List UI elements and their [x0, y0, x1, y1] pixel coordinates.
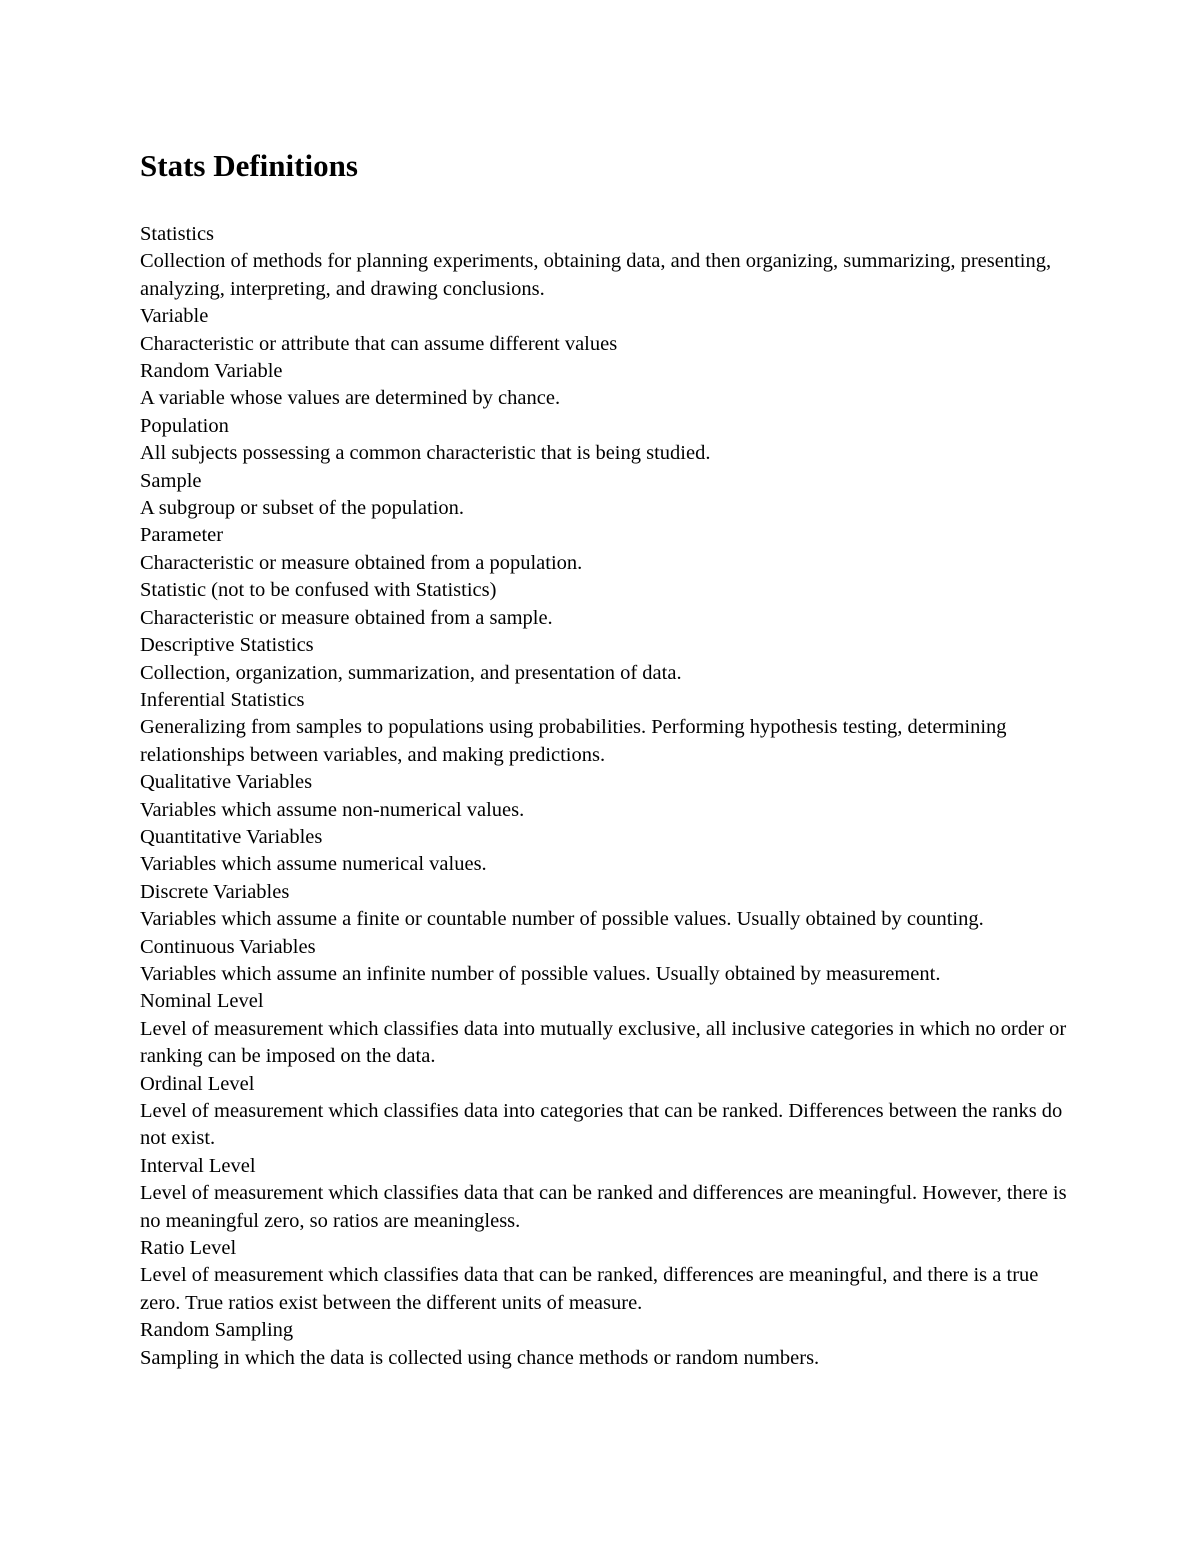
definition: Variables which assume non-numerical values. — [140, 798, 525, 821]
definition: Level of measurement which classifies data into categories that can be ranked. Differences between the ranks do not exist. — [140, 1100, 1063, 1150]
definition: A variable whose values are determined by chance. — [140, 387, 561, 410]
term: Statistic (not to be confused with Statistics) — [140, 579, 497, 602]
definition: A subgroup or subset of the population. — [140, 497, 464, 520]
term: Statistics — [140, 223, 215, 245]
document-page — [140, 148, 1080, 1372]
term: Random Sampling — [140, 1319, 294, 1342]
definition: Collection, organization, summarization, and presentation of data. — [140, 661, 682, 684]
definition: Level of measurement which classifies data into mutually exclusive, all inclusive categories in which no order or ranking can be imposed on the data. — [140, 1017, 1067, 1068]
term: Parameter — [140, 524, 224, 547]
term: Quantitative Variables — [140, 825, 323, 848]
definition: Characteristic or measure obtained from a sample. — [140, 606, 553, 629]
definition: Variables which assume an infinite number of possible values. Usually obtained by measurement. — [140, 962, 941, 985]
term: Ordinal Level — [140, 1072, 255, 1095]
definitions-list — [140, 221, 1080, 1372]
definition: Level of measurement which classifies data that can be ranked, differences are meaningful, and there is a true zero. True ratios exist between the different units of measure. — [140, 1264, 1039, 1314]
definition: Collection of methods for planning experiments, obtaining data, and then organizing, summarizing, presenting, analyzing, interpreting, and drawing conclusions. — [140, 250, 1052, 300]
term: Qualitative Variables — [140, 771, 313, 794]
term: Variable — [140, 305, 209, 328]
definition: Level of measurement which classifies data that can be ranked and differences are meaningful. However, there is no meaningful zero, so ratios are meaningless. — [140, 1182, 1067, 1232]
term: Descriptive Statistics — [140, 634, 314, 657]
definition: Variables which assume numerical values. — [140, 853, 487, 876]
page-title: Stats Definitions — [140, 148, 358, 183]
term: Continuous Variables — [140, 935, 316, 958]
definition: Generalizing from samples to populations using probabilities. Performing hypothesis testing, determining relationships between variables, and making predictions. — [140, 716, 1007, 766]
definition: All subjects possessing a common characteristic that is being studied. — [140, 442, 711, 465]
definition: Characteristic or attribute that can assume different values — [140, 332, 618, 355]
term: Nominal Level — [140, 990, 264, 1013]
term: Interval Level — [140, 1154, 256, 1177]
term: Sample — [140, 469, 202, 492]
definition: Sampling in which the data is collected using chance methods or random numbers. — [140, 1346, 820, 1369]
definition: Variables which assume a finite or countable number of possible values. Usually obtained by counting. — [140, 908, 984, 931]
term: Ratio Level — [140, 1237, 237, 1260]
term: Discrete Variables — [140, 880, 290, 903]
term: Random Variable — [140, 360, 283, 383]
term: Population — [140, 414, 229, 437]
definition: Characteristic or measure obtained from a population. — [140, 551, 583, 574]
term: Inferential Statistics — [140, 688, 305, 711]
